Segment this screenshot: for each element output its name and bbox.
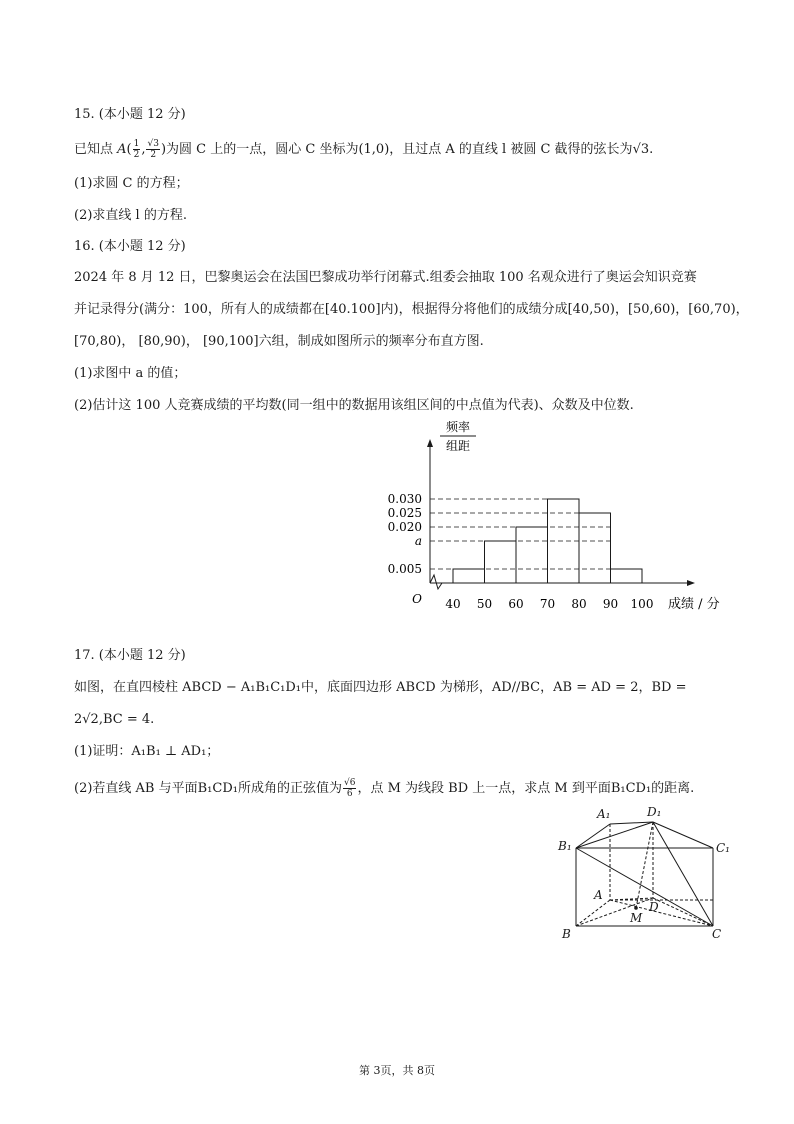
- chart-y-axis-arrow: [427, 439, 433, 447]
- q15-py-frac: [146, 139, 159, 160]
- q15-part1: (1)求圆 C 的方程；: [74, 176, 189, 191]
- q17-sin-den: 6: [346, 789, 353, 799]
- x-tick-label: 80: [571, 597, 587, 611]
- label-C: C: [712, 927, 722, 941]
- q15-stem-b: 为圆 C 上的一点，圆心 C 坐标为(1,0)，且过点 A 的直线 l 被圆 C 截得的弦长为: [166, 142, 633, 157]
- q17-sin-frac: [343, 778, 356, 799]
- edge-D1-M: [636, 822, 653, 908]
- q16-header: 16. (本小题 12 分): [74, 239, 186, 254]
- edge-D-C: [653, 898, 713, 926]
- frequency-histogram: [370, 415, 740, 625]
- label-M: M: [630, 911, 643, 925]
- q15-px-frac: [133, 139, 141, 160]
- label-A1: A₁: [597, 807, 611, 821]
- q15-py-den: 2: [150, 150, 157, 160]
- label-D: D: [649, 900, 659, 914]
- edge-A-B: [576, 900, 610, 926]
- y-tick-label: 0.025: [387, 506, 422, 520]
- q17-part2-b: ，点 M 为线段 BD 上一点，求点 M 到平面B₁CD₁的距离.: [357, 781, 695, 796]
- q15-py-num: √3: [147, 139, 159, 149]
- x-tick-label: 90: [602, 597, 619, 611]
- chart-origin-label: O: [412, 592, 422, 606]
- q15-stem-end: .: [649, 142, 654, 157]
- edge-B1-D1: [576, 822, 653, 848]
- q15-part2: (2)求直线 l 的方程.: [74, 208, 187, 223]
- chart-x-axis-arrow: [687, 580, 695, 586]
- q15-stem: 已知点 A( $\frac{1}{2}$ , $\frac{√3}{2}$ )为圆 C 上的一点，圆心 C 坐标为(1,0)，且过点 A 的直线 l 被圆 C 截得的弦长为√3.: [74, 139, 654, 160]
- histogram-bar: [453, 569, 485, 583]
- edge-B1-C: [576, 848, 713, 926]
- label-C1: C₁: [716, 841, 730, 855]
- q17-line1: 如图，在直四棱柱 ABCD − A₁B₁C₁D₁中，底面四边形 ABCD 为梯形，AD//BC，AB = AD = 2，BD =: [74, 680, 687, 695]
- q15-px-den: 2: [133, 150, 140, 160]
- y-tick-label: 0.030: [387, 492, 422, 506]
- label-B1: B₁: [558, 839, 572, 853]
- y-tick-label: 0.020: [387, 520, 422, 534]
- x-tick-label: 40: [445, 597, 461, 611]
- q17-part2-a: (2)若直线 AB 与平面B₁CD₁所成角的正弦值为: [74, 781, 342, 796]
- histogram-bar: [579, 513, 611, 583]
- chart-ylabel-num: 频率: [445, 420, 471, 434]
- x-tick-label: 60: [508, 597, 524, 611]
- x-tick-label: 70: [539, 597, 556, 611]
- edge-A-C: [610, 900, 713, 926]
- chart-xlabel: 成绩 / 分: [668, 597, 720, 612]
- histogram-bar: [611, 569, 643, 583]
- q15-chord: √3: [632, 142, 650, 157]
- x-tick-label: 100: [630, 597, 654, 611]
- q16-line2: 并记录得分(满分：100，所有人的成绩都在[40.100]内)，根据得分将他们的成绩分成[40,50)，[50,60)，[60,70)，: [74, 302, 749, 317]
- q17-part1: (1)证明：A₁B₁ ⊥ AD₁；: [74, 744, 220, 759]
- q17-line2: 2√2,BC = 4.: [74, 712, 155, 727]
- point-M: [634, 906, 638, 910]
- y-tick-label: a: [414, 534, 422, 548]
- prism-figure: [548, 800, 748, 945]
- edge-D1-C1: [653, 822, 713, 848]
- label-B: B: [562, 927, 571, 941]
- q15-stem-a: 已知点: [74, 142, 118, 157]
- chart-axis-break: [430, 575, 453, 589]
- edge-B1-A1: [576, 824, 610, 848]
- histogram-bar: [485, 541, 517, 583]
- q17-sin-num: √6: [343, 778, 356, 788]
- y-tick-label: 0.005: [387, 562, 422, 576]
- q17-header: 17. (本小题 12 分): [74, 648, 186, 663]
- q15-point-name: A: [117, 142, 127, 157]
- q16-part1: (1)求图中 a 的值；: [74, 366, 187, 381]
- chart-ylabel-den: 组距: [445, 439, 471, 453]
- label-D1: D₁: [647, 805, 662, 819]
- histogram-bar: [516, 527, 548, 583]
- q15-header: 15. (本小题 12 分): [74, 107, 186, 122]
- edge-D1-C: [653, 822, 713, 926]
- q15-px-num: 1: [133, 139, 140, 149]
- label-A: A: [594, 888, 603, 902]
- x-tick-label: 50: [476, 597, 493, 611]
- page-footer: 第 3页，共 8页: [359, 1064, 435, 1077]
- q17-part2: [74, 778, 694, 799]
- q16-part2: (2)估计这 100 人竞赛成绩的平均数(同一组中的数据用该组区间的中点值为代表)、众数及中位数.: [74, 398, 634, 413]
- q16-line3: [70,80)， [80,90)， [90,100]六组，制成如图所示的频率分布直方图.: [74, 334, 484, 349]
- q16-line1: 2024 年 8 月 12 日，巴黎奥运会在法国巴黎成功举行闭幕式.组委会抽取 100 名观众进行了奥运会知识竞赛: [74, 270, 697, 285]
